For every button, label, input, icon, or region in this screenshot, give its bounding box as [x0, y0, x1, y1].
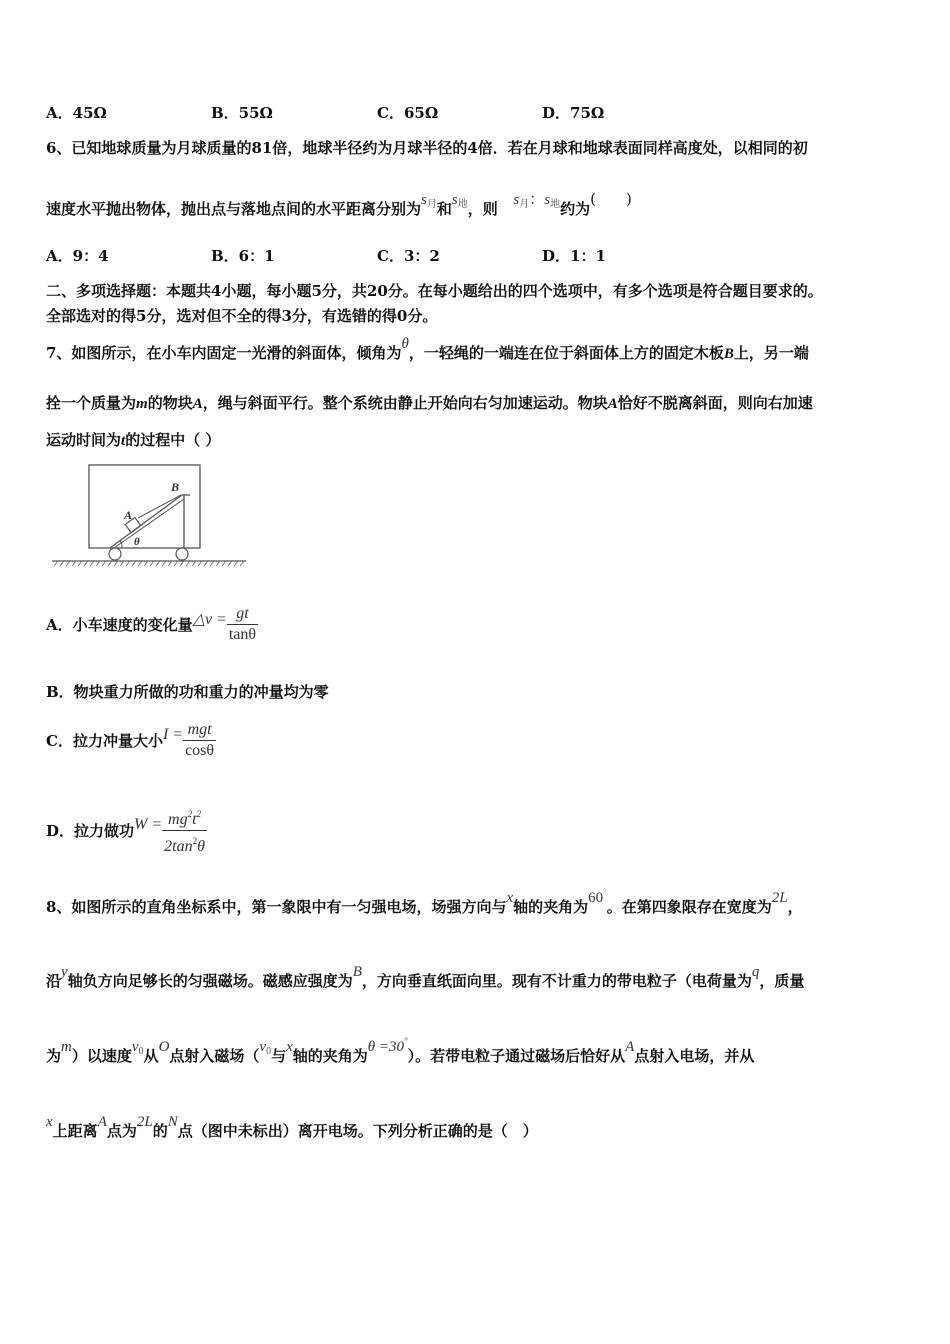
- q5-option-c: C．65Ω: [377, 104, 439, 122]
- section2-instructions-line1: 二、多项选择题：本题共4小题，每小题5分，共20分。在每小题给出的四个选项中，有多个选项是符合题目要求的。: [46, 282, 823, 300]
- q6-option-d: D．1：1: [542, 247, 606, 265]
- incline-surface-inner: [114, 499, 184, 548]
- label-b: B: [171, 480, 180, 494]
- label-a: A: [124, 508, 133, 522]
- q8-stem-line3: 为m）以速度$v_0$从O点射入磁场（$v_0$与x轴的夹角为θ =30°）。若带电粒子通过磁场后恰好从A点射入电场，并从: [46, 1036, 755, 1065]
- q5-option-b: B．55Ω: [211, 104, 273, 122]
- wheel-right: [176, 548, 188, 560]
- ground-hatching: [54, 561, 244, 566]
- label-theta: θ: [134, 536, 140, 548]
- q7-stem-line3: 运动时间为t的过程中（ ）: [46, 431, 221, 449]
- incline-surface: [110, 495, 182, 548]
- q7-option-d: D．拉力做功W = $\frac{mg^2t^2}{2\tan^2\theta}$: [46, 804, 207, 857]
- wheel-left: [109, 548, 121, 560]
- q8-stem-line4: x上距离A点为2L的N点（图中未标出）离开电场。下列分析正确的是（ ）: [46, 1114, 538, 1140]
- q7-option-b: B．物块重力所做的功和重力的冲量均为零: [46, 683, 329, 701]
- q6-option-c: C．3：2: [377, 247, 440, 265]
- q7-cart-incline-figure: [50, 462, 250, 572]
- q7-stem-line1: 7、如图所示，在小车内固定一光滑的斜面体，倾角为θ，一轻绳的一端连在位于斜面体上方的固定木板B上，另一端: [46, 336, 809, 362]
- q6-option-b: B．6：1: [211, 247, 275, 265]
- rope: [138, 495, 181, 518]
- section2-instructions-line2: 全部选对的得5分，选对但不全的得3分，有选错的得0分。: [46, 307, 438, 325]
- q6-option-a: A．9：4: [46, 247, 109, 265]
- q5-option-a: A．45Ω: [46, 104, 107, 122]
- q6-stem-line2: 速度水平抛出物体，抛出点与落地点间的水平距离分别为$s_月$和$s_地$，则 $s_月$：$s_地$约为( ): [46, 190, 632, 218]
- q7-stem-line2: 拴一个质量为m的物块A，绳与斜面平行。整个系统由静止开始向右匀加速运动。物块A恰好不脱离斜面，则向右加速: [46, 394, 813, 412]
- q7-option-a: A．小车速度的变化量△v = $\frac{gt}{\tan\theta}$: [46, 605, 257, 643]
- q6-stem-line1: 6、已知地球质量为月球质量的81倍，地球半径约为月球半径的4倍．若在月球和地球表面同样高度处，以相同的初: [46, 139, 808, 157]
- q7-option-c: C．拉力冲量大小I = $\frac{\text{mgt}}{\cos\theta}$: [46, 721, 215, 759]
- q5-option-d: D．75Ω: [542, 104, 605, 122]
- q8-stem-line1: 8、如图所示的直角坐标系中，第一象限中有一匀强电场，场强方向与x轴的夹角为60°。在第四象限存在宽度为2L，: [46, 887, 803, 916]
- q8-stem-line2: 沿y轴负方向足够长的匀强磁场。磁感应强度为B，方向垂直纸面向里。现有不计重力的带电粒子（电荷量为q，质量: [46, 964, 805, 990]
- answer-blank: ( ): [590, 190, 632, 208]
